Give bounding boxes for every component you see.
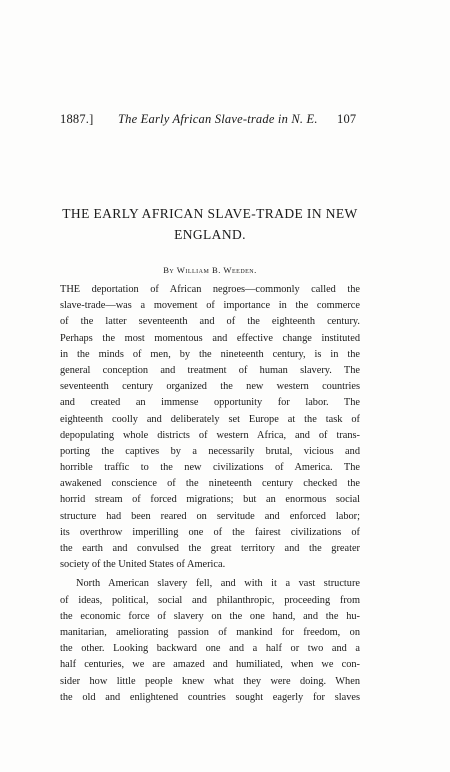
text-line: porting the captives by a necessarily brutal, vicious and xyxy=(60,445,360,457)
text-line: eighteenth coolly and deliberately set Europe at the task of xyxy=(60,413,360,425)
text-line: and created an immense opportunity for labor. The xyxy=(60,397,360,409)
article-title xyxy=(60,203,360,245)
text-line: horrid stream of forced migrations; but an enormous social xyxy=(60,494,360,506)
article-title-line-2: ENGLAND. xyxy=(174,227,246,242)
text-line: half centuries, we are amazed and humiliated, when we con- xyxy=(60,659,360,671)
text-line: seventeenth century organized the new western countries xyxy=(60,381,360,393)
page-number: 107 xyxy=(337,112,357,126)
text-line: general conception and treatment of human slavery. The xyxy=(60,364,360,376)
paragraph-2 xyxy=(60,576,360,706)
text-line: structure had been reared on servitude and enforced labor; xyxy=(60,510,360,522)
text-line: of the latter seventeenth and of the eighteenth century. xyxy=(60,316,360,328)
running-head xyxy=(60,112,360,132)
text-line: Perhaps the most momentous and effective change instituted xyxy=(60,332,360,344)
text-line: in the minds of men, by the nineteenth century, is in the xyxy=(60,348,360,360)
text-line: of ideas, political, social and philanthropic, proceeding from xyxy=(60,594,360,606)
text-line: North American slavery fell, and with it a vast structure xyxy=(76,578,360,590)
text-line: society of the United States of America. xyxy=(60,559,226,571)
text-line: the old and enlightened countries sought eagerly for slaves xyxy=(60,691,360,703)
text-line: horrible traffic to the new civilizations of America. The xyxy=(60,462,360,474)
running-head-title: The Early African Slave-trade in N. E. xyxy=(118,112,318,126)
text-line: THE deportation of African negroes—commonly called the xyxy=(60,284,360,295)
text-line: awakened conscience of the nineteenth century checked the xyxy=(60,478,360,490)
paragraph-1 xyxy=(60,282,360,573)
text-line: its overthrow imperilling one of the fairest civilizations of xyxy=(60,526,360,538)
text-line: slave-trade—was a movement of importance in the commerce xyxy=(60,300,360,312)
text-line: the other. Looking backward one and a half or two and a xyxy=(60,643,360,655)
text-line: manitarian, ameliorating passion of mankind for freedom, on xyxy=(60,626,360,638)
byline: By William B. Weeden. xyxy=(163,265,257,275)
running-head-date: 1887.] xyxy=(60,112,94,126)
article-title-line-1: THE EARLY AFRICAN SLAVE-TRADE IN NEW xyxy=(62,206,358,221)
text-line: the economic force of slavery on the one hand, and the hu- xyxy=(60,610,360,622)
body-text xyxy=(60,282,360,706)
text-line: the earth and convulsed the great territory and the greater xyxy=(60,543,360,554)
text-line: depopulating whole districts of western Africa, and of trans- xyxy=(60,429,360,441)
text-line: sider how little people knew what they were doing. When xyxy=(60,675,360,687)
